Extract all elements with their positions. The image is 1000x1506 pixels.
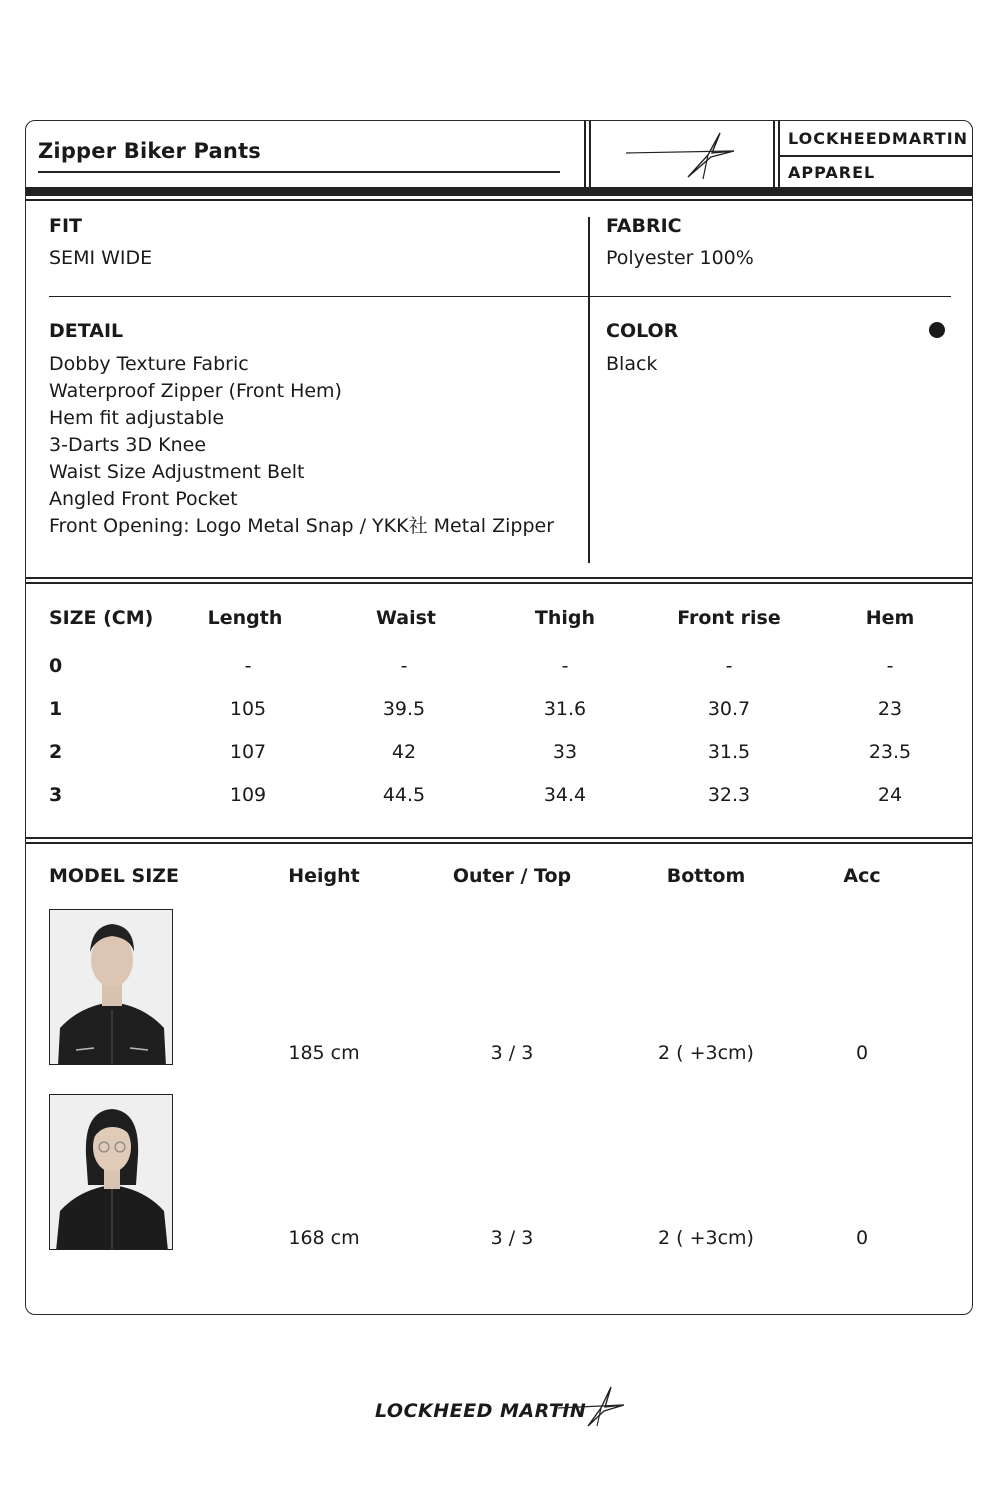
size-cell: 42 bbox=[391, 741, 417, 763]
detail-label: DETAIL bbox=[49, 320, 124, 342]
model-photo bbox=[49, 909, 173, 1065]
size-cell: 33 bbox=[552, 741, 578, 763]
size-col-header: Waist bbox=[375, 607, 437, 629]
size-cell: 23 bbox=[877, 698, 903, 720]
model-col-header: Outer / Top bbox=[452, 865, 572, 887]
color-label: COLOR bbox=[606, 320, 679, 342]
size-cell: - bbox=[244, 655, 252, 677]
section-rule bbox=[26, 577, 973, 579]
size-cell: - bbox=[886, 655, 894, 677]
product-title: Zipper Biker Pants bbox=[38, 139, 262, 163]
size-cell: 24 bbox=[877, 784, 903, 806]
model-col-header: Bottom bbox=[666, 865, 746, 887]
model-size-header: MODEL SIZE bbox=[49, 865, 180, 887]
footer-star-logo-icon bbox=[558, 1384, 628, 1428]
size-cell: 107 bbox=[229, 741, 267, 763]
detail-item: Dobby Texture Fabric bbox=[49, 353, 249, 375]
brand-name: LOCKHEEDMARTIN bbox=[788, 129, 969, 148]
model-cell: 0 bbox=[855, 1042, 869, 1064]
detail-item: Front Opening: Logo Metal Snap / YKK社 Metal Zipper bbox=[49, 515, 555, 537]
size-cell: 44.5 bbox=[382, 784, 426, 806]
fabric-value: Polyester 100% bbox=[606, 247, 754, 269]
detail-item: Angled Front Pocket bbox=[49, 488, 238, 510]
detail-list bbox=[49, 351, 554, 540]
detail-item: Hem fit adjustable bbox=[49, 407, 225, 429]
section-rule bbox=[26, 582, 973, 584]
size-cell: 105 bbox=[229, 698, 267, 720]
header-divider bbox=[778, 121, 780, 187]
model-col-header: Acc bbox=[843, 865, 881, 887]
section-rule bbox=[26, 837, 973, 839]
size-row-label: 1 bbox=[49, 698, 63, 720]
brand-subtitle: APPAREL bbox=[788, 163, 876, 182]
info-row-divider bbox=[49, 296, 951, 297]
footer-logo-text: LOCKHEED MARTIN bbox=[375, 1400, 587, 1422]
title-underline bbox=[38, 171, 560, 173]
section-rule bbox=[26, 842, 973, 844]
detail-item: Waterproof Zipper (Front Hem) bbox=[49, 380, 342, 402]
fabric-label: FABRIC bbox=[606, 215, 682, 237]
model-cell: 3 / 3 bbox=[490, 1227, 534, 1249]
size-col-header: Thigh bbox=[534, 607, 596, 629]
size-col-header: Length bbox=[207, 607, 283, 629]
spec-card bbox=[25, 120, 973, 1315]
model-cell: 168 cm bbox=[288, 1227, 360, 1249]
model-photo bbox=[49, 1094, 173, 1250]
size-cell: 34.4 bbox=[543, 784, 587, 806]
star-logo-icon bbox=[624, 129, 739, 179]
model-cell: 2 ( +3cm) bbox=[658, 1227, 754, 1249]
size-cell: 32.3 bbox=[707, 784, 751, 806]
brand-divider bbox=[778, 155, 973, 157]
size-cell: - bbox=[400, 655, 408, 677]
color-value: Black bbox=[606, 353, 658, 375]
header-thick-rule bbox=[26, 187, 973, 196]
header-divider bbox=[773, 121, 775, 187]
size-col-header: Hem bbox=[865, 607, 915, 629]
size-header: SIZE (CM) bbox=[49, 607, 154, 629]
size-cell: 31.6 bbox=[543, 698, 587, 720]
header-thin-rule bbox=[26, 199, 973, 201]
model-col-header: Height bbox=[288, 865, 360, 887]
size-cell: - bbox=[561, 655, 569, 677]
size-cell: 23.5 bbox=[868, 741, 912, 763]
size-col-header: Front rise bbox=[677, 607, 781, 629]
model-cell: 3 / 3 bbox=[490, 1042, 534, 1064]
size-row-label: 2 bbox=[49, 741, 63, 763]
detail-item: 3-Darts 3D Knee bbox=[49, 434, 207, 456]
size-row-label: 3 bbox=[49, 784, 63, 806]
size-cell: 39.5 bbox=[382, 698, 426, 720]
header-divider bbox=[584, 121, 586, 187]
model-cell: 185 cm bbox=[288, 1042, 360, 1064]
size-cell: 31.5 bbox=[707, 741, 751, 763]
size-row-label: 0 bbox=[49, 655, 63, 677]
fit-value: SEMI WIDE bbox=[49, 247, 153, 269]
info-divider bbox=[588, 217, 590, 563]
size-cell: 30.7 bbox=[707, 698, 751, 720]
model-cell: 0 bbox=[855, 1227, 869, 1249]
detail-item: Waist Size Adjustment Belt bbox=[49, 461, 305, 483]
header-divider bbox=[589, 121, 591, 187]
color-swatch bbox=[929, 322, 945, 338]
size-cell: 109 bbox=[229, 784, 267, 806]
size-cell: - bbox=[725, 655, 733, 677]
fit-label: FIT bbox=[49, 215, 83, 237]
model-cell: 2 ( +3cm) bbox=[658, 1042, 754, 1064]
